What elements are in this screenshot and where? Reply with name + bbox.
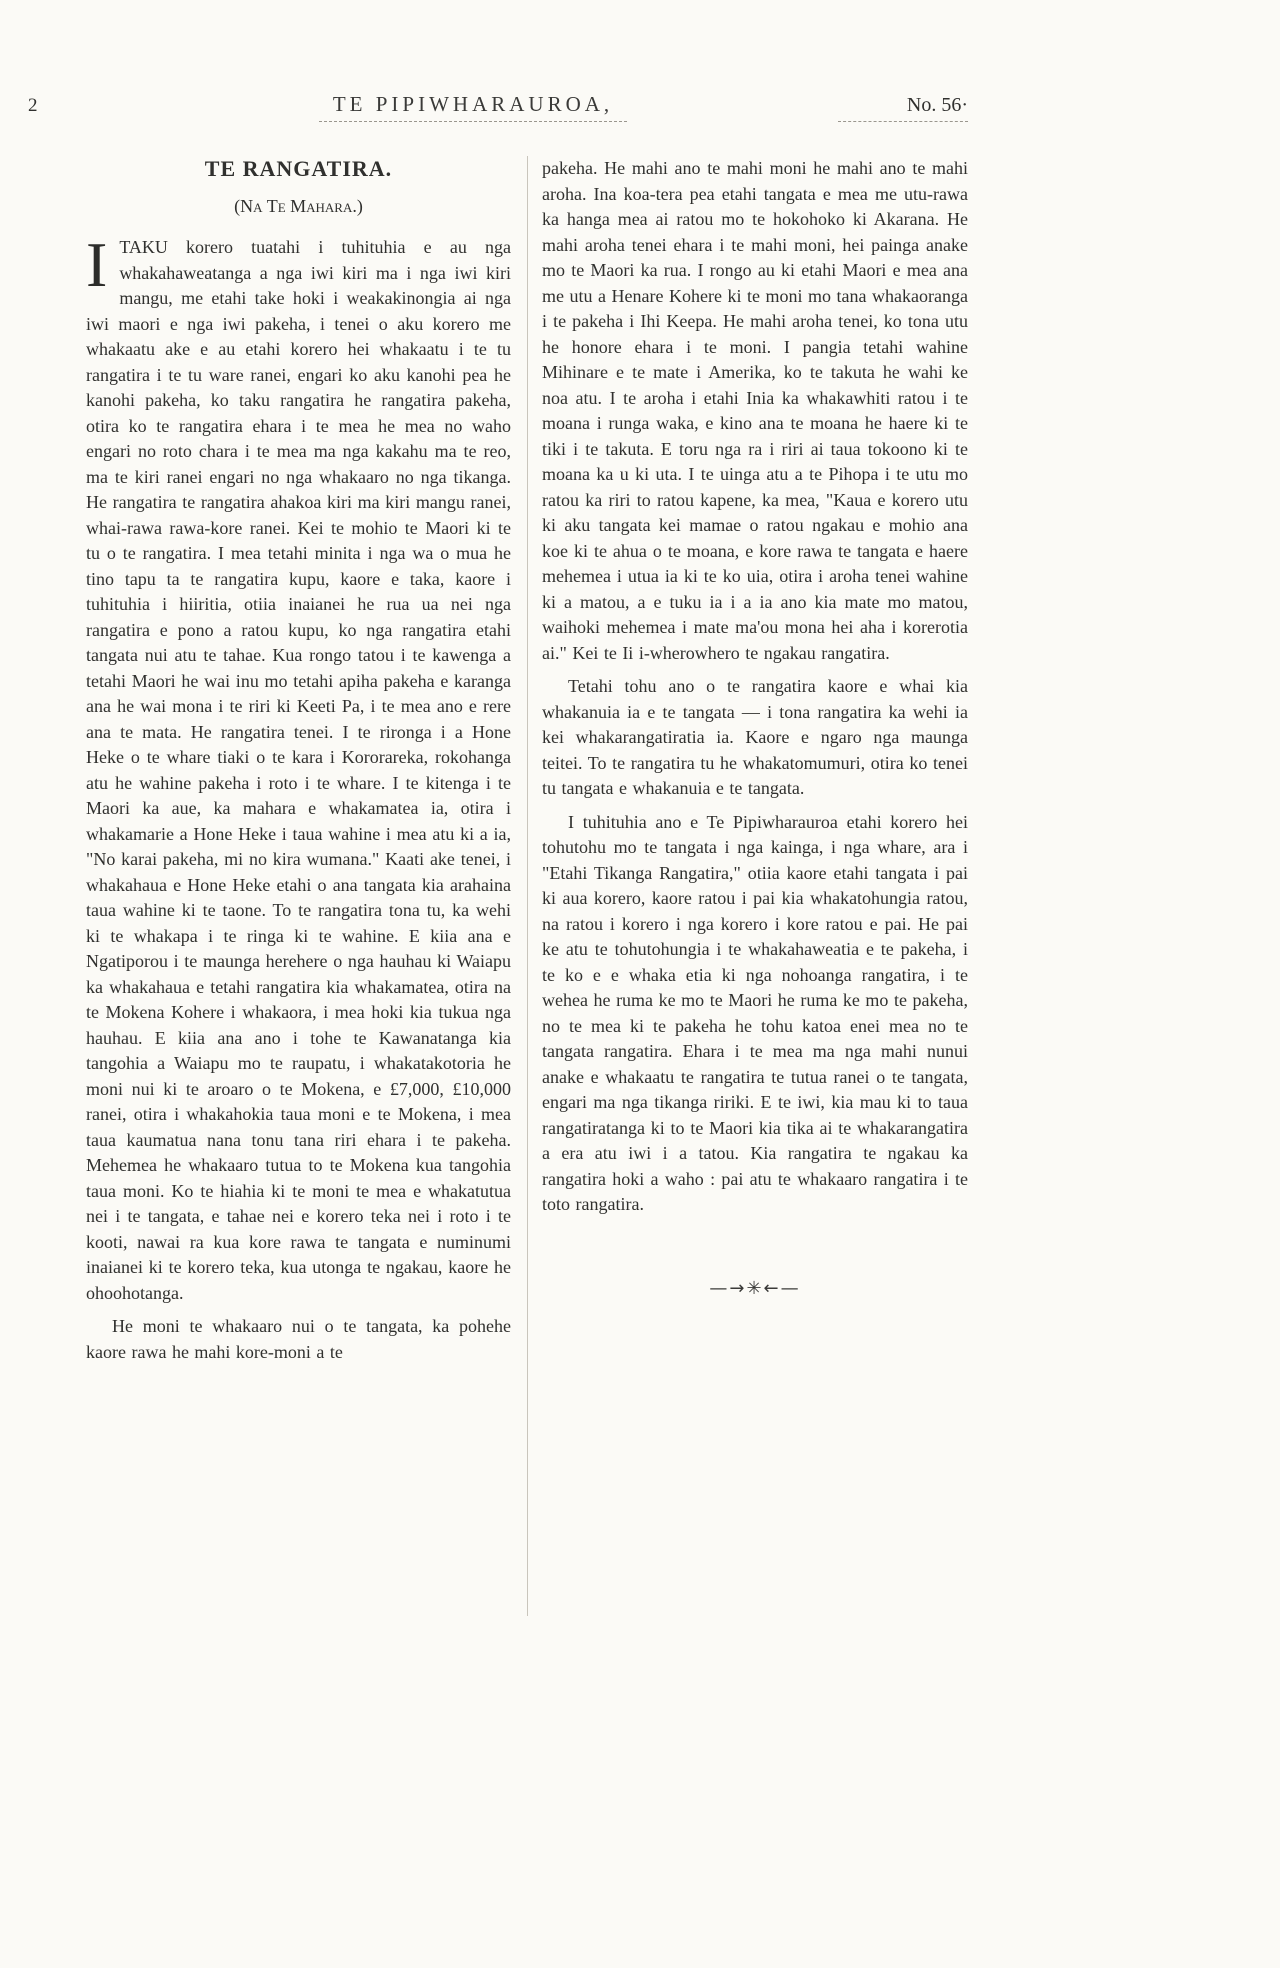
column-right [542, 156, 968, 1616]
column-left [28, 156, 511, 1616]
paragraph [86, 229, 511, 1306]
paragraph: I tuhituhia ano e Te Pipiwharauroa etahi korero hei tohutohu mo te tangata i nga kainga, i nga whare, ara i "Etahi Tikanga Rangatira," otiia kaore etahi tangata i pai ki aua korero, kaore ratou i pai kia whakatohungia ratou, na ratou i korero i nga korero i kore ratou e pai. He pai ke atu te tohutohungia i te whakahaweatia e te pakeha, i te ko e e whaka etia ki nga nohoanga rangatira, i te wehea he ruma ke mo te Maori he ruma ke mo te pakeha, no te mea ki te pakeha he tohu katoa enei mea no te tangata rangatira. Ehara i te mea ma nga mahi nunui anake e whakaatu te rangatira te tutua ranei o te tangata, engari ma nga tikanga ririki. E te iwi, kia mau ki to taua rangatiratanga ki to te Maori kia tika ai te whakarangatira a era atu iwi i a tatou. Kia rangatira te ngakau ka rangatira hoki a waho : pai atu te whakaaro rangatira i te toto rangatira. [542, 811, 968, 1214]
page-content [28, 92, 968, 1616]
issue-number: No. 56· [838, 94, 968, 122]
paragraph: pakeha. He mahi ano te mahi moni he mahi ano te mahi aroha. Ina koa-tera pea etahi tangata e mea me utu-rawa ka hanga mea ai ratou mo te hokohoko ki Akarana. He mahi aroha tenei ehara i te mahi moni, hei painga anake mo te Maori ka rua. I rongo au ki etahi Maori e mea ana me utu a Henare Kohere ki te moni mo tana whakaoranga i te pakeha i Ihi Keepa. He mahi aroha tenei, ko tona utu he honore ehara i te moni. I pangia tetahi wahine Mihinare e te mate i Amerika, ko te takuta he wahi ke noa atu. I te aroha i etahi Inia ka whakawhiti ratou i te moana i runga waka, e kino ana te moana he haere ki te tiki i te takuta. E toru nga ra i riri ai taua tokoono ki te moana ka u ki uta. I te uinga atu a te Pihopa i te utu mo ratou ka riri to ratou kapene, ka mea, "Kaua e korero utu ki aku tangata kei mamae o ratou ngakau e mohio ana koe ki te ahua o te moana, e kore rawa te tangata e haere mehemea i utua ia ki te ko uia, otira i aroha tenei wahine ki a matou, a e tuku ia i a ia ano kia mate mo matou, waihoki mehemea i mate ma'ou mona hei aha i korerotia ai." Kei te Ii i-wherowhero te ngakau rangatira. [542, 158, 968, 663]
article-byline: (Na Te Mahara.) [234, 196, 363, 216]
page-header [28, 92, 968, 128]
column-divider [527, 156, 528, 1616]
dropcap-letter: I [86, 229, 108, 300]
article-columns [28, 156, 968, 1616]
masthead-title: TE PIPIWHARAUROA, [319, 92, 627, 122]
paragraph-text: TAKU korero tuatahi i tuhituhia e au nga whakahaweatanga a nga iwi kiri ma i nga iwi kiri mangu, me etahi take hoki i weakakinongia ai nga iwi maori e nga iwi pakeha, i tenei o aku korero me whakaatu ake e au etahi korero hei whakaatu i te tu rangatira i te tu ware ranei, engari ko aku kanohi pea he kanohi pakeha, ko taku rangatira he rangatira pakeha, otira ko te rangatira ehara i te mea he mea no waho engari no roto chara i te mea ma nga kakahu ma te reo, ma te kiri ranei engari no nga whakaaro no nga tikanga. He rangatira te rangatira ahakoa kiri ma kiri mangu ranei, whai-rawa rawa-kore ranei. Kei te mohio te Maori ki te tu o te rangatira. I mea tetahi minita i nga wa o mua he tino tapu ta te rangatira kupu, kaore e taka, kaore i tuhituhia i hiiritia, otiia inaianei he rua ua nei nga rangatira e pono a ratou kupu, ko nga rangatira etahi tangata nui atu te tahae. Kua rongo tatou i te kawenga a tetahi Maori he wai inu mo tetahi apiha pakeha e karanga ana he wai mona i te riri ki Keeti Pa, i te mea ano e rere ana te mata. He rangatira tenei. I te rironga i a Hone Heke o te whare tiaki o te kara i Kororareka, rokohanga atu he wahine pakeha i roto i te whare. I te kitenga i te Maori ka aue, ka mahara e whakamatea ia, otira i whakamarie a Hone Heke i taua wahine i mea atu ki a ia, "No karai pakeha, mi no kira wumana." Kaati ake tenei, i whakahaua e Hone Heke etahi o ana tangata kia arahaina taua wahine ki te taone. To te rangatira tona tu, ka wehi ki te whakapa i te ringa ki te wahine. E kiia ana e Ngatiporou i te maunga herehere o nga hauhau ki Waiapu ka whakahaua e tetahi rangatira kia whakamatea, otira na te Mokena Kohere i whakaora, i mea hoki kia tukua nga hauhau. E kiia ana ano i tohe te Kawanatanga kia tangohia a Waiapu mo te raupatu, i whakatakotoria he moni nui ki te aroaro o te Mokena, e £7,000, £10,000 ranei, otira i whakahokia taua moni e te Mokena, i mea taua kaumatua nana tonu tana riri ehara i te pakeha. Mehemea he whakaaro tutua to te Mokena kua tangohia taua moni. Ko te hiahia ki te moni te mea e whakatutua nei i te tangata, e tahae nei e korero teka nei i roto i te kooti, nawai ra kua kore rawa te tangata e numinumi inaianei ki te korero teka, kua utonga te ngakau, kaore he ohoohotanga. [86, 237, 511, 1303]
article-title: TE RANGATIRA. [204, 156, 393, 181]
end-ornament: —→✳←— [709, 1277, 801, 1299]
paragraph: Tetahi tohu ano o te rangatira kaore e whai kia whakanuia ia e te tangata — i tona rangatira ka wehi ia kei whakarangatiratia ia. Kaore e ngaro nga maunga teitei. To te rangatira tu he whakatomumuri, otira ko tenei tu tangata e whakanuia e te tangata. [542, 676, 968, 798]
page-number: 2 [28, 95, 38, 116]
paragraph: He moni te whakaaro nui o te tangata, ka pohehe kaore rawa he mahi kore-moni a te [86, 1316, 511, 1362]
